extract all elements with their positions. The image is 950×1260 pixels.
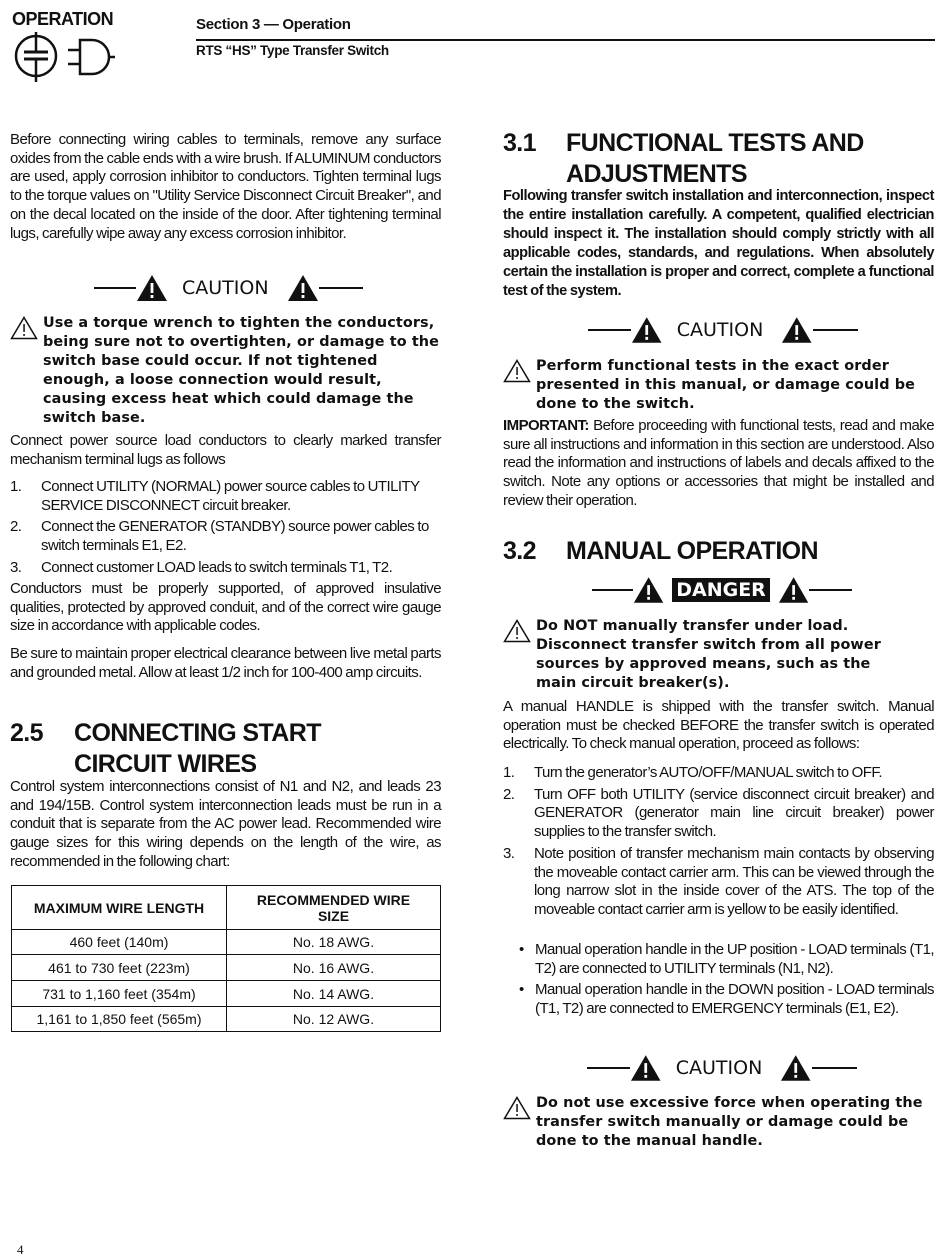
caution-label: CAUTION — [182, 277, 269, 299]
caution-outline-icon — [503, 1096, 531, 1120]
operation-tag: OPERATION — [12, 9, 114, 29]
caution-label: CAUTION — [676, 319, 764, 341]
table-header-length: MAXIMUM WIRE LENGTH — [12, 886, 227, 930]
caution-rule-left — [587, 1067, 630, 1069]
heading-2-5 — [10, 718, 441, 780]
danger-label: DANGER — [672, 578, 770, 602]
caution-outline-icon — [503, 359, 531, 383]
left-paragraph-1: Before connecting wiring cables to terminals, remove any surface oxides from the cable ends with a wire brush. If ALUMINUM conductors are used, apply corrosion inhibitor to conductors. Tighten terminal lugs to the torque values on "Utility Service Disconnect Circuit Breaker", and on the decal located on the inside of the door. After tightening terminal lugs, carefully wipe away any excess corrosion inhibitor. — [10, 131, 441, 242]
table-row: 1,161 to 1,850 feet (565m) No. 12 AWG. — [12, 1007, 441, 1032]
heading-3-1 — [503, 128, 935, 190]
heading-number: 3.2 — [503, 537, 536, 565]
left-paragraph-4: Be sure to maintain proper electrical clearance between live metal parts and grounded metal. Allow at least 1/2 inch for 100-400 amp circuits. — [10, 645, 441, 681]
heading-title: FUNCTIONAL TESTS AND ADJUSTMENTS — [566, 129, 864, 188]
caution-text: Perform functional tests in the exact order presented in this manual, or damage could be done to the switch. — [536, 358, 915, 412]
heading-number: 2.5 — [10, 719, 43, 747]
caution-rule-right — [319, 287, 363, 289]
heading-title: CONNECTING START CIRCUIT WIRES — [74, 719, 321, 778]
table-row: 731 to 1,160 feet (354m) No. 14 AWG. — [12, 981, 441, 1007]
danger-banner — [592, 574, 852, 606]
left-paragraph-3: Conductors must be properly supported, of approved insulative qualities, protected by approved conduit, and of the correct wire gauge size in accordance with applicable codes. — [10, 580, 441, 635]
caution-rule-right — [812, 1067, 857, 1069]
warning-icon — [630, 1054, 661, 1082]
header-subtitle: RTS “HS” Type Transfer Switch — [196, 43, 389, 58]
important-text: Before proceeding with functional tests, read and make sure all instructions and information in this section are understood. Also read the information and instructions of labels and decals affixed to the switch. Note any options or accessories that might be installed and review their operation. — [503, 417, 934, 509]
right-caution-notice-2 — [503, 1094, 935, 1151]
danger-text: Do NOT manually transfer under load. Disconnect transfer switch from all power sources by approved means, such as the main circuit breaker(s). — [536, 618, 881, 691]
heading-number: 3.1 — [503, 129, 536, 157]
important-paragraph — [503, 417, 934, 511]
warning-icon — [631, 316, 662, 344]
warning-icon — [780, 1054, 811, 1082]
list-item: 1. Turn the generator’s AUTO/OFF/MANUAL switch to OFF. — [503, 764, 882, 781]
list-item: • Manual operation handle in the DOWN position - LOAD terminals (T1, T2) are connected to EMERGENCY terminals (E1, E2). — [519, 981, 934, 1018]
wire-size-table — [11, 885, 441, 1032]
caution-rule-left — [94, 287, 136, 289]
right-caution-banner-2 — [587, 1052, 857, 1084]
left-steps-list — [10, 478, 441, 578]
caution-text: Use a torque wrench to tighten the conductors, being sure not to overtighten, or damage to the switch base could occur. If not tightened enough, a loose connection would result, causing excess heat which could damage the switch base. — [43, 315, 440, 426]
right-steps-list — [503, 764, 934, 920]
list-item: 3. Note position of transfer mechanism main contacts by observing the moveable contact carrier arm. This can be viewed through the long narrow slot in the inside cover of the ATS. The top of the moveable contact carrier arm is yellow to be easily identified. — [503, 844, 934, 918]
danger-notice — [503, 617, 935, 693]
right-caution-notice-1 — [503, 357, 935, 414]
warning-icon — [778, 576, 809, 604]
heading-title: MANUAL OPERATION — [566, 537, 818, 565]
warning-icon — [633, 576, 664, 604]
warning-icon — [287, 274, 319, 302]
page-number: 4 — [17, 1242, 24, 1257]
list-item: 2. Connect the GENERATOR (STANDBY) source power cables to switch terminals E1, E2. — [10, 518, 429, 555]
caution-outline-icon — [503, 619, 531, 643]
header-rule — [196, 39, 935, 41]
list-item: 2. Turn OFF both UTILITY (service disconnect circuit breaker) and GENERATOR (generator main line circuit breaker) power supplies to the transfer switch. — [503, 785, 934, 841]
right-caution-banner-1 — [588, 314, 858, 346]
left-paragraph-2: Connect power source load conductors to clearly marked transfer mechanism terminal lugs as follows — [10, 432, 441, 468]
caution-outline-icon — [10, 316, 38, 340]
table-row: 461 to 730 feet (223m) No. 16 AWG. — [12, 955, 441, 981]
warning-icon — [136, 274, 168, 302]
operation-icon — [12, 30, 116, 84]
danger-rule-right — [809, 589, 852, 591]
left-paragraph-5: Control system interconnections consist of N1 and N2, and leads 23 and 194/15B. Control system interconnection leads must be run in a conduit that is separate from the AC power lead. Recommended wire gauge sizes for this wiring depends on the length of the wire, as recommended in the following chart: — [10, 778, 441, 870]
table-row: 460 feet (140m) No. 18 AWG. — [12, 930, 441, 955]
caution-label: CAUTION — [675, 1057, 763, 1079]
list-item: 3. Connect customer LOAD leads to switch terminals T1, T2. — [10, 558, 393, 576]
caution-rule-right — [813, 329, 858, 331]
right-paragraph-2: A manual HANDLE is shipped with the transfer switch. Manual operation must be checked BEFORE the transfer switch is operated electrically. To check manual operation, proceed as follows: — [503, 698, 934, 753]
section-title: Section 3 — Operation — [196, 16, 351, 33]
table-header-size: RECOMMENDED WIRE SIZE — [227, 886, 441, 930]
left-caution-banner — [94, 272, 364, 304]
heading-3-2 — [503, 536, 935, 567]
warning-icon — [781, 316, 812, 344]
caution-text: Do not use excessive force when operating the transfer switch manually or damage could be done to the manual handle. — [536, 1095, 923, 1149]
table-header-row — [12, 886, 441, 930]
left-caution-notice — [10, 314, 441, 428]
danger-rule-left — [592, 589, 633, 591]
right-bullet-list — [503, 941, 934, 1019]
list-item: • Manual operation handle in the UP position - LOAD terminals (T1, T2) are connected to UTILITY terminals (N1, N2). — [519, 941, 934, 977]
right-paragraph-1: Following transfer switch installation and interconnection, inspect the entire installation carefully. A competent, qualified electrician should inspect it. The installation should comply strictly with all applicable codes, standards, and regulations. When absolutely certain the installation is proper and correct, complete a functional test of the system. — [503, 188, 934, 299]
caution-rule-left — [588, 329, 631, 331]
list-item: 1. Connect UTILITY (NORMAL) power source cables to UTILITY SERVICE DISCONNECT circuit breaker. — [10, 478, 420, 514]
important-label: IMPORTANT: — [503, 417, 589, 434]
